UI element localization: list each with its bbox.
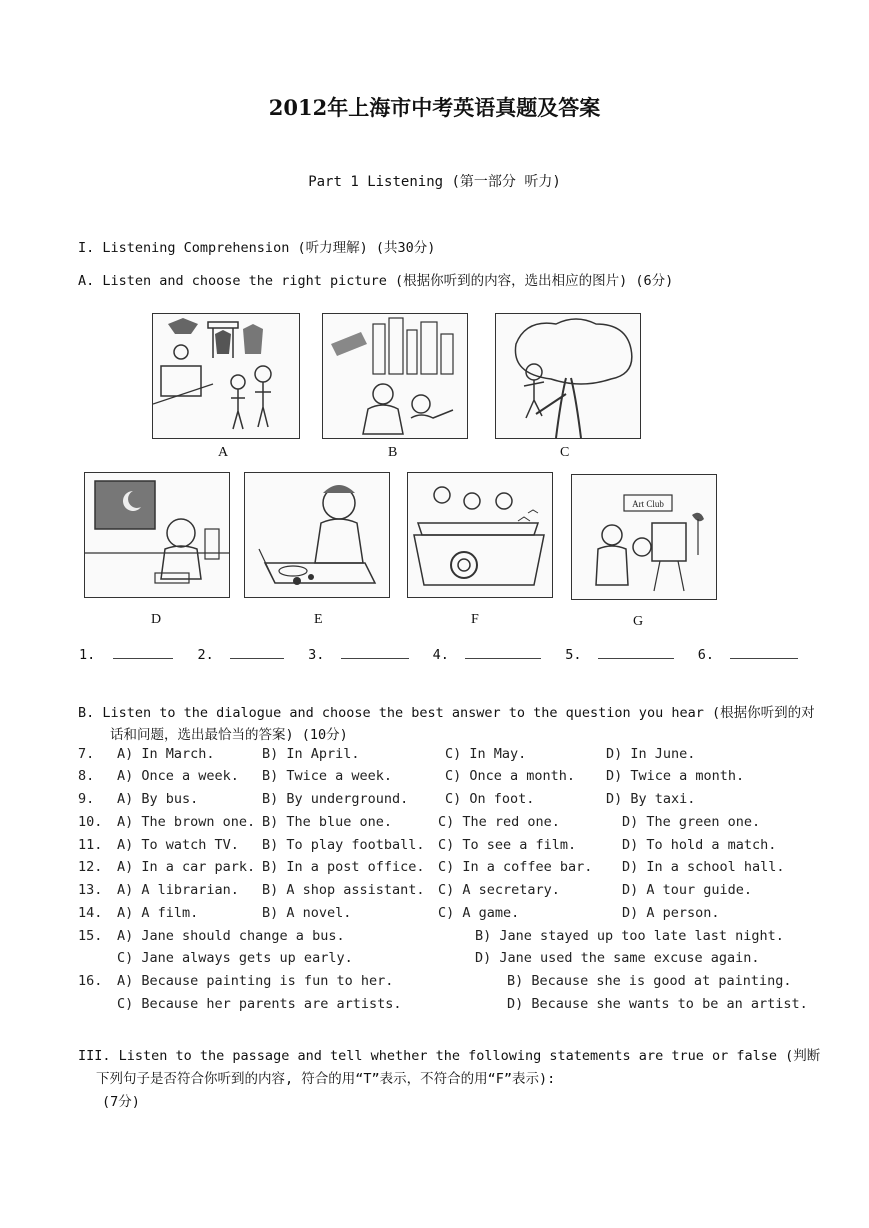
picture-label-d: D — [151, 612, 162, 627]
option-a[interactable]: A) Because painting is fun to her. — [117, 973, 394, 989]
option-a[interactable]: A) In a car park. — [117, 859, 256, 875]
answer-blank-4[interactable] — [465, 646, 541, 659]
clothes-shop-illustration — [153, 314, 299, 438]
blank-number: 2. — [197, 647, 214, 663]
section-b-heading: B. Listen to the dialogue and choose the best answer to the question you hear (根据你听到的对 — [78, 705, 815, 721]
option-d[interactable]: D) In June. — [606, 746, 696, 762]
option-b[interactable]: B) A shop assistant. — [262, 882, 425, 898]
picture-label-a: A — [218, 445, 229, 460]
picture-e-eating — [244, 472, 390, 598]
blank-number: 6. — [697, 647, 714, 663]
answer-blank-row — [79, 646, 798, 663]
option-b[interactable]: B) In a post office. — [262, 859, 425, 875]
option-a[interactable]: A) Once a week. — [117, 768, 239, 784]
option-d[interactable]: D) A tour guide. — [622, 882, 753, 898]
question-number: 10. — [78, 814, 103, 830]
picture-label-g: G — [633, 614, 644, 629]
option-a[interactable]: A) The brown one. — [117, 814, 256, 830]
option-b[interactable]: B) A novel. — [262, 905, 352, 921]
option-c[interactable]: C) In a coffee bar. — [438, 859, 593, 875]
tree-climbing-illustration — [496, 314, 640, 438]
option-d[interactable]: D) The green one. — [622, 814, 761, 830]
reading-at-night-illustration — [85, 473, 229, 597]
art-club-illustration — [572, 475, 716, 599]
option-a[interactable]: A) In March. — [117, 746, 215, 762]
option-b[interactable]: B) To play football. — [262, 837, 425, 853]
option-a[interactable]: A) Jane should change a bus. — [117, 928, 345, 944]
option-d[interactable]: D) To hold a match. — [622, 837, 777, 853]
blank-number: 1. — [79, 647, 96, 663]
option-a[interactable]: A) To watch TV. — [117, 837, 239, 853]
option-c[interactable]: C) A game. — [438, 905, 520, 921]
picture-b-city-tour — [322, 313, 468, 439]
option-c[interactable]: C) A secretary. — [438, 882, 560, 898]
blank-number: 5. — [565, 647, 582, 663]
option-b[interactable]: B) In April. — [262, 746, 360, 762]
answer-blank-3[interactable] — [341, 646, 409, 659]
picture-d-reading-at-night — [84, 472, 230, 598]
page-title: 2012年上海市中考英语真题及答案 — [268, 95, 601, 120]
option-c[interactable]: C) On foot. — [445, 791, 535, 807]
answer-blank-2[interactable] — [230, 646, 284, 659]
question-number: 15. — [78, 928, 103, 944]
answer-blank-1[interactable] — [113, 646, 173, 659]
option-a[interactable]: A) By bus. — [117, 791, 199, 807]
picture-label-b: B — [388, 445, 398, 460]
option-d[interactable]: D) Twice a month. — [606, 768, 745, 784]
option-c[interactable]: C) Once a month. — [445, 768, 576, 784]
question-number: 12. — [78, 859, 103, 875]
section-iii-heading-cont: 下列句子是否符合你听到的内容, 符合的用“T”表示，不符合的用“F”表示): — [96, 1071, 556, 1087]
option-c[interactable]: C) Because her parents are artists. — [117, 996, 402, 1012]
picture-label-f: F — [471, 612, 479, 627]
eating-illustration — [245, 473, 389, 597]
picture-a-clothes-shop — [152, 313, 300, 439]
city-tour-illustration — [323, 314, 467, 438]
blank-number: 4. — [432, 647, 449, 663]
section-a-heading: A. Listen and choose the right picture (根据你听到的内容，选出相应的图片) (6分) — [78, 273, 674, 289]
picture-label-e: E — [314, 612, 323, 627]
option-c[interactable]: C) In May. — [445, 746, 527, 762]
option-c[interactable]: C) The red one. — [438, 814, 560, 830]
option-b[interactable]: B) The blue one. — [262, 814, 393, 830]
option-b[interactable]: B) By underground. — [262, 791, 409, 807]
option-c[interactable]: C) To see a film. — [438, 837, 577, 853]
picture-c-tree-climbing — [495, 313, 641, 439]
option-a[interactable]: A) A librarian. — [117, 882, 239, 898]
picture-f-boat-trip — [407, 472, 553, 598]
question-number: 13. — [78, 882, 103, 898]
art-club-sign: Art Club — [632, 499, 664, 509]
option-a[interactable]: A) A film. — [117, 905, 199, 921]
picture-label-c: C — [560, 445, 570, 460]
option-d[interactable]: D) Jane used the same excuse again. — [475, 950, 760, 966]
part-heading: Part 1 Listening (第一部分 听力) — [308, 174, 561, 190]
section-iii-heading: III. Listen to the passage and tell whether the following statements are true or false (判断 — [78, 1048, 821, 1064]
question-number: 16. — [78, 973, 103, 989]
section-iii-points: (7分) — [102, 1094, 140, 1110]
blank-number: 3. — [308, 647, 325, 663]
question-number: 9. — [78, 791, 95, 807]
boat-trip-illustration — [408, 473, 552, 597]
option-d[interactable]: D) A person. — [622, 905, 720, 921]
option-d[interactable]: D) In a school hall. — [622, 859, 785, 875]
option-b[interactable]: B) Twice a week. — [262, 768, 393, 784]
option-d[interactable]: D) Because she wants to be an artist. — [507, 996, 808, 1012]
option-c[interactable]: C) Jane always gets up early. — [117, 950, 353, 966]
answer-blank-5[interactable] — [598, 646, 674, 659]
question-number: 8. — [78, 768, 95, 784]
question-number: 14. — [78, 905, 103, 921]
section-b-heading-cont: 话和问题，选出最恰当的答案) (10分) — [110, 727, 348, 743]
section-i-heading: I. Listening Comprehension (听力理解) (共30分) — [78, 240, 436, 256]
answer-blank-6[interactable] — [730, 646, 798, 659]
option-b[interactable]: B) Because she is good at painting. — [507, 973, 792, 989]
option-b[interactable]: B) Jane stayed up too late last night. — [475, 928, 784, 944]
question-number: 7. — [78, 746, 95, 762]
picture-g-art-club — [571, 474, 717, 600]
option-d[interactable]: D) By taxi. — [606, 791, 696, 807]
question-number: 11. — [78, 837, 103, 853]
